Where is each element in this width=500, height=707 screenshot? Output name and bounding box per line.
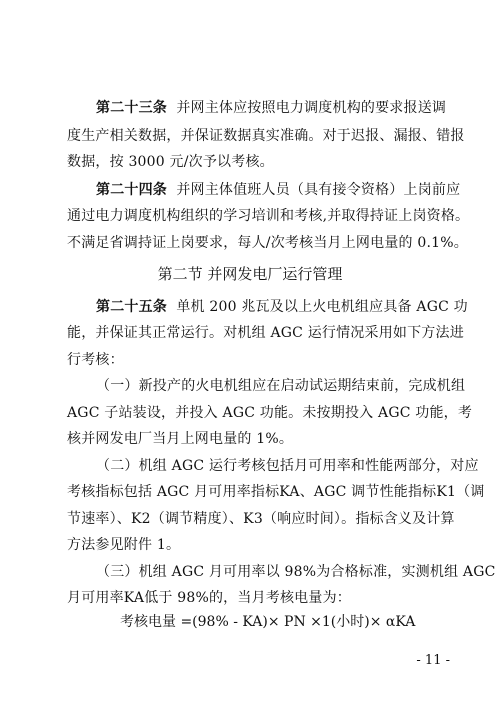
- article-24-text-1: 并网主体值班人员（具有接令资格）上岗前应: [176, 182, 461, 198]
- item-3-line-2: 月可用率KA低于 98%的，当月考核电量为：: [67, 590, 351, 606]
- article-25-heading: 第二十五条: [96, 299, 167, 315]
- article-23-heading: 第二十三条: [96, 100, 167, 116]
- article-24-line-3: 不满足省调持证上岗要求，每人/次考核当月上网电量的 0.1%。: [67, 235, 468, 251]
- page-number: - 11 -: [416, 653, 450, 668]
- item-3-line-1: （三）机组 AGC 月可用率以 98%为合格标准，实测机组 AGC: [96, 564, 496, 580]
- assessment-formula: 考核电量 =(98% - KA)× PN ×1(小时)× αKA: [120, 614, 416, 630]
- article-24-line-1: [96, 180, 461, 200]
- section-title: 第二节 并网发电厂运行管理: [157, 265, 343, 283]
- item-1-line-1: （一）新投产的火电机组应在启动试运期结束前，完成机组: [96, 378, 466, 394]
- article-25-line-2: 能，并保证其正常运行。对机组 AGC 运行情况采用如下方法进: [67, 325, 464, 341]
- article-25-text-1: 单机 200 兆瓦及以上火电机组应具备 AGC 功: [176, 299, 468, 315]
- item-1-line-2: AGC 子站装设，并投入 AGC 功能。未按期投入 AGC 功能，考: [67, 405, 473, 421]
- article-23-line-2: 度生产相关数据，并保证数据真实准确。对于迟报、漏报、错报: [67, 128, 465, 144]
- article-23-line-3: 数据，按 3000 元/次予以考核。: [67, 154, 274, 170]
- item-2-line-1: （二）机组 AGC 运行考核包括月可用率和性能两部分，对应: [96, 458, 479, 474]
- article-24-line-2: 通过电力调度机构组织的学习培训和考核,并取得持证上岗资格。: [67, 208, 470, 224]
- article-23-line-1: [96, 98, 447, 118]
- item-2-line-3: 节速率）、K2（调节精度）、K3（响应时间）。指标含义及计算: [67, 511, 455, 527]
- article-25-line-3: 行考核：: [67, 352, 124, 368]
- article-25-line-1: [96, 297, 468, 317]
- article-24-heading: 第二十四条: [96, 182, 167, 198]
- item-1-line-3: 核并网发电厂当月上网电量的 1%。: [67, 431, 294, 447]
- item-2-line-2: 考核指标包括 AGC 月可用率指标KA、AGC 调节性能指标K1（调: [67, 484, 485, 500]
- item-2-line-4: 方法参见附件 1。: [67, 537, 181, 553]
- article-23-text-1: 并网主体应按照电力调度机构的要求报送调: [176, 100, 447, 116]
